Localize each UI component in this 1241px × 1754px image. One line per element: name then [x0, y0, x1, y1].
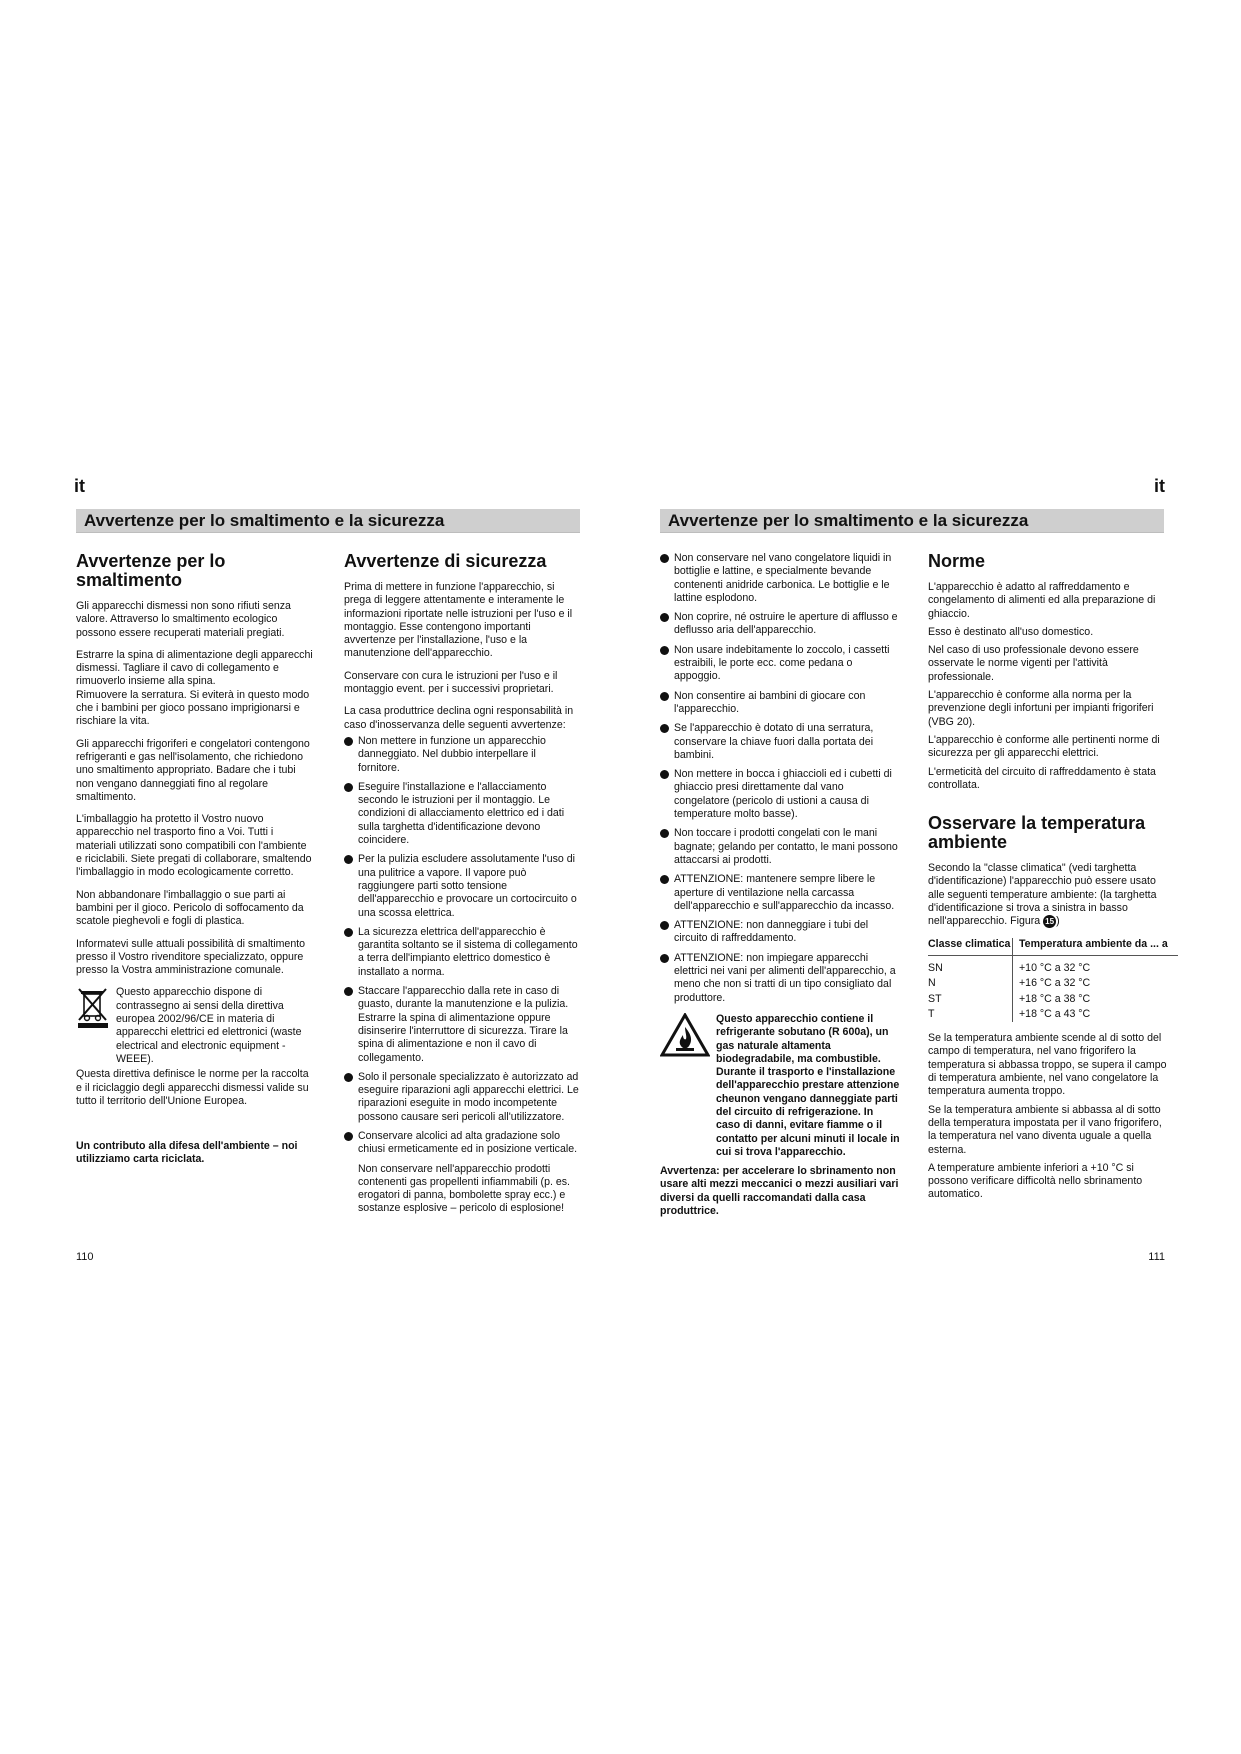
list-item: Non conservare nel vano congelatore liquidi in bottiglie e lattine, e specialmente bevande contenenti anidride carbonica. Le bottiglie e le lattine esplodono.: [660, 552, 900, 605]
paragraph: L'ermeticità del circuito di raffreddamento è stata controllata.: [928, 765, 1156, 791]
paragraph: Se la temperatura ambiente si abbassa al di sotto della temperatura impostata per il vano frigorifero, la temperatura nel vano diventa uguale a quella esterna.: [928, 1103, 1162, 1156]
safety-heading: Avvertenze di sicurezza: [344, 551, 547, 571]
figure-reference-icon: 15: [1043, 915, 1056, 928]
page-number: 111: [1148, 1251, 1165, 1263]
flammable-warning-icon: [660, 1013, 710, 1159]
paragraph: Secondo la "classe climatica" (vedi targhetta d'identificazione) l'apparecchio può essere usato alle seguenti temperature ambiente: (la targhetta d'identificazione si trova a sinistra in basso nell'apparecchio. Figura 15 ): [928, 862, 1157, 928]
language-label: it: [74, 476, 85, 496]
paragraph: Informatevi sulle attuali possibilità di smaltimento presso il Vostro rivenditore specializzato, oppure presso la Vostra amministrazione comunale.: [76, 937, 306, 977]
weee-notice: [76, 986, 314, 1066]
list-item: Conservare alcolici ad alta gradazione solo chiusi ermeticamente ed in posizione verticale.: [344, 1130, 580, 1157]
paragraph: Gli apparecchi frigoriferi e congelatori contengono refrigeranti e gas nell'isolamento, che richiedono uno smaltimento appropriato. Badare che i tubi non vengano danneggiati fino al regolare smaltimento.: [76, 737, 310, 803]
list-item: Staccare l'apparecchio dalla rete in caso di guasto, durante la manutenzione e la pulizia. Estrarre la spina di alimentazione oppure disinserire l'interruttore di sicurezza. Tirare la spina di alimentazione e non il cavo di collegamento.: [344, 985, 580, 1065]
disposal-heading: Avvertenze per lo smaltimento: [76, 551, 226, 590]
flammable-warning: [660, 1013, 900, 1159]
list-item: Non mettere in bocca i ghiaccioli ed i cubetti di ghiaccio presi direttamente dal vano congelatore (pericolo di ustioni a causa di temperature molto basse).: [660, 768, 900, 821]
list-item: La sicurezza elettrica dell'apparecchio è garantita soltanto se il sistema di collegamento a terra dell'impianto elettrico domestico è installato a norma.: [344, 926, 580, 979]
paragraph: Non conservare nell'apparecchio prodotti contenenti gas propellenti infiammabili (p. es. erogatori di panna, bombolette spray ecc.) e sostanze esplosive – pericolo di esplosione!: [358, 1162, 570, 1215]
temperature-heading: Osservare la temperatura ambiente: [928, 813, 1146, 853]
disposal-column: [76, 552, 314, 1176]
paragraph: Nel caso di uso professionale devono essere osservate le norme vigenti per l'attività professionale.: [928, 644, 1139, 683]
safety-column: [344, 552, 580, 1225]
paragraph: Se la temperatura ambiente scende al di sotto del campo di temperatura, nel vano frigorifero la temperatura si abbassa troppo, se supera il campo di temperatura ambiente, nel vano congelatore la temperatura aumenta troppo.: [928, 1032, 1167, 1098]
paragraph: Gli apparecchi dismessi non sono rifiuti senza valore. Attraverso lo smaltimento ecologico possono essere recuperati materiali pregiati.: [76, 600, 291, 639]
left-page: [0, 0, 620, 1754]
paragraph: Estrarre la spina di alimentazione degli apparecchi dismessi. Tagliare il cavo di collegamento e rimuoverlo insieme alla spina. Rimuovere la serratura. Si eviterà in questo modo che i bambini per gioco possano imprigionarsi e rischiare la vita.: [76, 648, 313, 728]
paragraph: Questa direttiva definisce le norme per la raccolta e il riciclaggio degli apparecchi dismessi valide su tutto il territorio dell'Unione Europea.: [76, 1068, 309, 1107]
crossed-bin-icon: [76, 986, 110, 1066]
table-header: Temperatura ambiente da ... a: [1013, 938, 1179, 956]
table-row: T +18 °C a 43 °C: [928, 1007, 1178, 1022]
safety-list: [344, 735, 580, 1157]
paragraph: Non abbandonare l'imballaggio o sue parti ai bambini per il gioco. Pericolo di soffocamento da scatole pieghevoli e fogli di plastica.: [76, 888, 304, 928]
table-row: N +16 °C a 32 °C: [928, 976, 1178, 991]
standards-heading: Norme: [928, 551, 986, 571]
paragraph: Conservare con cura le istruzioni per l'uso e il montaggio event. per i successivi proprietari.: [344, 669, 558, 696]
list-item: Non coprire, né ostruire le aperture di afflusso e deflusso aria dell'apparecchio.: [660, 611, 900, 638]
table-header: Classe climatica: [928, 938, 1013, 956]
list-item: Per la pulizia escludere assolutamente l'uso di una pulitrice a vapore. Il vapore può raggiungere parti sotto tensione dell'apparecchio e provocare un cortocircuito o una scossa elettrica.: [344, 853, 580, 919]
safety-column-continued: [660, 552, 900, 1227]
list-item: Non toccare i prodotti congelati con le mani bagnate; gelando per contatto, le mani possono attaccarsi ai prodotti.: [660, 827, 900, 867]
table-row: ST +18 °C a 38 °C: [928, 992, 1178, 1007]
paragraph: A temperature ambiente inferiori a +10 °C si possono verificare difficoltà nello sbrinamento automatico.: [928, 1161, 1143, 1201]
list-item: Non mettere in funzione un apparecchio danneggiato. Nel dubbio interpellare il fornitore.: [344, 735, 580, 775]
weee-text: Questo apparecchio dispone di contrassegno ai sensi della direttiva europea 2002/96/CE in materia di apparecchi elettrici ed elettronici (waste electrical and electronic equipment - WEEE).: [116, 986, 302, 1065]
language-label: it: [1154, 476, 1165, 496]
right-page: [620, 0, 1241, 1754]
paragraph: L'apparecchio è conforme alle pertinenti norme di sicurezza per gli apparecchi elettrici.: [928, 733, 1160, 760]
paragraph: Prima di mettere in funzione l'apparecchio, si prega di leggere attentamente e interamente le informazioni riportate nelle istruzioni per l'uso e il montaggio. Esse contengono importanti avvertenze per l'installazione, l'uso e la manutenzione dell'apparecchio.: [344, 581, 573, 660]
section-banner: Avvertenze per lo smaltimento e la sicurezza: [76, 509, 580, 533]
list-item: Non consentire ai bambini di giocare con l'apparecchio.: [660, 690, 900, 717]
safety-list: [660, 552, 900, 1005]
list-item: Se l'apparecchio è dotato di una serratura, conservare la chiave fuori dalla portata dei bambini.: [660, 722, 900, 762]
list-item: ATTENZIONE: non danneggiare i tubi del circuito di raffreddamento.: [660, 919, 900, 946]
section-banner: Avvertenze per lo smaltimento e la sicurezza: [660, 509, 1164, 533]
warning-text: Questo apparecchio contiene il refrigerante sobutano (R 600a), un gas naturale altamenta biodegradabile, ma combustible. Durante il trasporto e l'installazione dell'apparecchio prestare attenzione cheunon vengano danneggiate parti del circuito di refrigerazione. In caso di danni, evitare fiamme o il contatto per alcuni minuti il locale in cui si trova l'apparecchio.: [716, 1012, 900, 1158]
climate-class-table: [928, 938, 1178, 1022]
page-number: 110: [76, 1251, 94, 1263]
list-item: Non usare indebitamente lo zoccolo, i cassetti estraibili, le porte ecc. come pedana o appoggio.: [660, 644, 900, 684]
paragraph: La casa produttrice declina ogni responsabilità in caso d'inosservanza delle seguenti avvertenze:: [344, 705, 574, 731]
paragraph: L'apparecchio è adatto al raffreddamento e congelamento di alimenti ed alla preparazione di ghiaccio.: [928, 581, 1156, 620]
recycled-paper-note: Un contributo alla difesa dell'ambiente – noi utilizziamo carta riciclata.: [76, 1140, 298, 1166]
table-row: SN +10 °C a 32 °C: [928, 955, 1178, 976]
list-item: Solo il personale specializzato è autorizzato ad eseguire riparazioni agli apparecchi elettrici. Le riparazioni eseguite in modo incompetente possono causare seri pericoli all'utilizzatore.: [344, 1071, 580, 1124]
list-item: ATTENZIONE: mantenere sempre libere le aperture di ventilazione nella carcassa dell'apparecchio e sull'apparecchio da incasso.: [660, 873, 900, 913]
defrost-note: Avvertenza: per accelerare lo sbrinamento non usare alti mezzi meccanici o mezzi ausiliari vari diversi da quelli raccomandati dalla casa produttrice.: [660, 1165, 899, 1218]
paragraph: Esso è destinato all'uso domestico.: [928, 625, 1094, 638]
list-item: ATTENZIONE: non impiegare apparecchi elettrici nei vani per alimenti dell'apparecchio, a meno che non si tratti di un tipo consigliato dal produttore.: [660, 952, 900, 1005]
paragraph: L'apparecchio è conforme alla norma per la prevenzione degli infortuni per impianti frigoriferi (VBG 20).: [928, 689, 1154, 728]
list-item: Eseguire l'installazione e l'allacciamento secondo le istruzioni per il montaggio. Le condizioni di allacciamento elettrico ed i dati sulla targhetta d'identificazione devono coincidere.: [344, 781, 580, 847]
paragraph: L'imballaggio ha protetto il Vostro nuovo apparecchio nel trasporto fino a Voi. Tutti i materiali utilizzati sono compatibili con l'ambiente e riciclabili. Siete pregati di collaborare, smaltendo l'imballaggio in modo ecologicamente corretto.: [76, 813, 312, 879]
standards-column: [928, 552, 1168, 1211]
